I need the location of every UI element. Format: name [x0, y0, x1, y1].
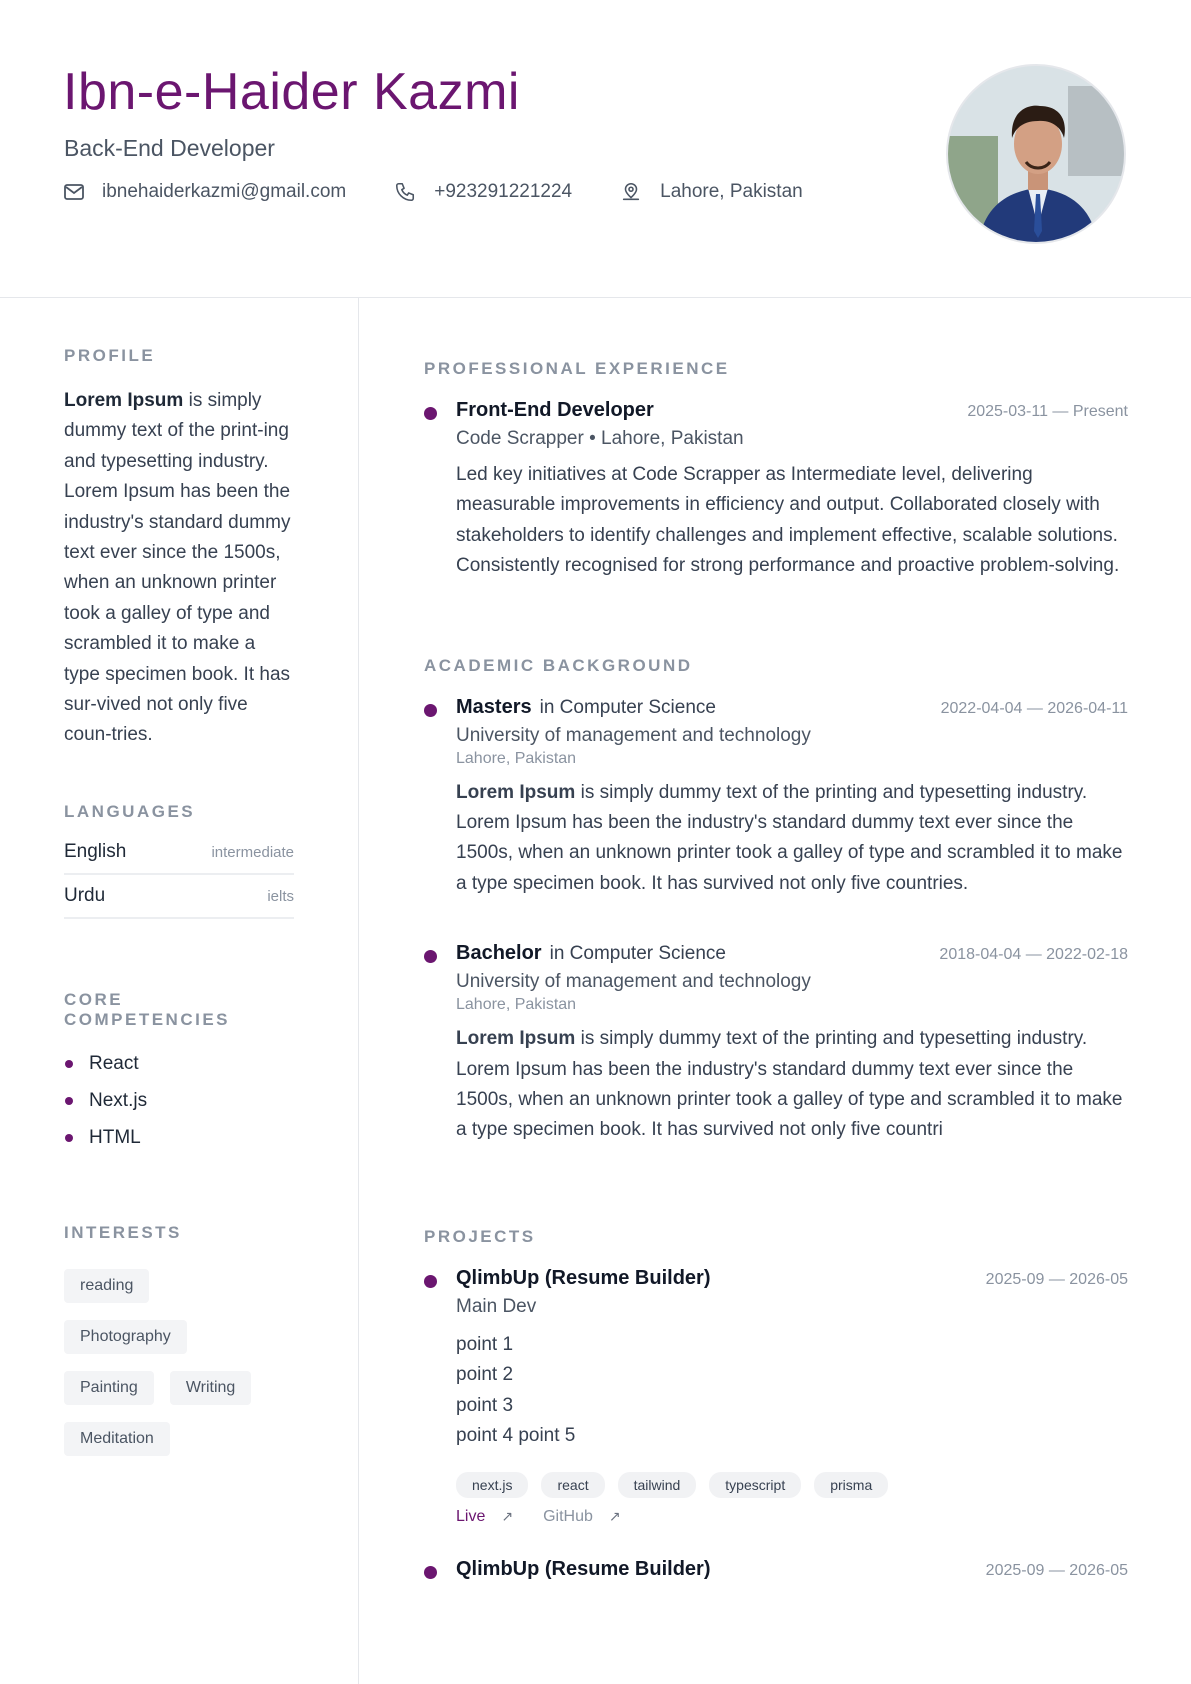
sidebar: [64, 298, 294, 1473]
description-body: is simply dummy text of the printing and typesetting industry. Lorem Ipsum has been the industry's standard dummy text ever since the 1500s, when an unknown printer took a galley of type and scrambled it to make a type specimen book. It has survived not only five countri: [456, 1028, 1123, 1141]
school-location: Lahore, Pakistan: [456, 996, 577, 1014]
profile-text: [64, 386, 294, 751]
section-title-projects: PROJECTS: [424, 1226, 536, 1246]
bold-lead: Lorem Ipsum: [456, 781, 576, 803]
description-body: is simply dummy text of the printing and typesetting industry. Lorem Ipsum has been the industry's standard dummy text ever since the 1500s, when an unknown printer took a galley of type and scrambled it to make a type specimen book. It has survived not only five countries.: [456, 781, 1123, 894]
interest-chip: Meditation: [64, 1422, 170, 1456]
tech-tags: [456, 1472, 1128, 1498]
education-description: [456, 778, 1128, 900]
job-title: Front-End Developer: [456, 399, 654, 421]
profile-section: [64, 346, 294, 751]
tech-tag: prisma: [814, 1472, 888, 1498]
timeline-dot: [424, 1566, 437, 1579]
project-date: 2025-09 — 2026-05: [985, 1561, 1128, 1579]
project-role: Main Dev: [456, 1295, 537, 1317]
language-row: [64, 875, 294, 919]
resume-header: [0, 0, 1191, 298]
school-name: University of management and technology: [456, 724, 811, 746]
experience-section: [424, 359, 1128, 582]
main-column: [424, 298, 1128, 1581]
project-title: QlimbUp (Resume Builder): [456, 1266, 711, 1289]
school-name: University of management and technology: [456, 971, 811, 993]
location-pin-icon: [620, 181, 642, 203]
languages-section: [64, 802, 294, 919]
profile-body: is simply dummy text of the print-ing and typesetting industry. Lorem Ipsum has been the industry's standard dummy text ever since the 1500s, when an unknown printer took a galley of type and scrambled it to make a type specimen book. It has sur-vived not only five coun-tries.: [64, 390, 291, 746]
language-level: ielts: [267, 887, 294, 905]
interest-chip: Photography: [64, 1320, 187, 1354]
phone-text: +923291221224: [434, 181, 573, 202]
degree-field: in Computer Science: [539, 696, 716, 718]
candidate-role: Back-End Developer: [64, 135, 275, 161]
job-company: Code Scrapper • Lahore, Pakistan: [456, 428, 744, 449]
job-date: 2025-03-11 — Present: [967, 403, 1128, 420]
column-divider: [358, 298, 359, 1684]
project-point: point 1: [456, 1333, 514, 1355]
language-row: [64, 831, 294, 875]
contact-email[interactable]: [64, 181, 346, 203]
project-links: [456, 1508, 1128, 1526]
contact-location: [620, 181, 803, 203]
project-title: QlimbUp (Resume Builder): [456, 1557, 711, 1580]
mail-icon: [64, 184, 84, 200]
education-description: [456, 1024, 1128, 1146]
language-level: intermediate: [211, 843, 294, 861]
bullet-dot: [65, 1097, 73, 1105]
section-title-experience: PROFESSIONAL EXPERIENCE: [424, 359, 730, 378]
live-link[interactable]: Live: [456, 1507, 486, 1525]
location-text: Lahore, Pakistan: [660, 181, 803, 202]
timeline-dot: [424, 704, 437, 717]
competency-label: Next.js: [89, 1090, 148, 1112]
competencies-section: [64, 990, 294, 1157]
education-entry: [424, 696, 1128, 900]
degree-field: in Computer Science: [549, 943, 726, 965]
interests-section: [64, 1223, 294, 1473]
contact-phone[interactable]: [394, 181, 572, 203]
project-point: point 2: [456, 1364, 514, 1386]
experience-entry: [424, 399, 1128, 582]
tech-tag: tailwind: [618, 1472, 697, 1498]
bullet-dot: [65, 1060, 73, 1068]
section-title-interests: INTERESTS: [64, 1222, 182, 1242]
tech-tag: react: [541, 1472, 604, 1498]
candidate-name: Ibn-e-Haider Kazmi: [63, 63, 520, 121]
competency-label: React: [89, 1053, 139, 1075]
project-point: point 4 point 5: [456, 1425, 576, 1447]
project-date: 2025-09 — 2026-05: [985, 1270, 1128, 1288]
project-entry: [424, 1558, 1128, 1581]
profile-bold-lead: Lorem Ipsum: [64, 390, 184, 411]
timeline-dot: [424, 1275, 437, 1288]
job-description: Led key initiatives at Code Scrapper as Intermediate level, delivering measurable improvements in efficiency and output. Collaborated closely with stakeholders to identify challenges and implement effective, scalable solutions. Consistently recognised for strong performance and proactive problem-solving.: [456, 464, 1120, 577]
education-entry: [424, 942, 1128, 1146]
project-entry: [424, 1267, 1128, 1526]
competency-item: [64, 1120, 294, 1157]
timeline-dot: [424, 950, 437, 963]
section-title-languages: LANGUAGES: [64, 801, 196, 821]
language-name: Urdu: [64, 884, 106, 906]
bold-lead: Lorem Ipsum: [456, 1028, 576, 1050]
education-date: 2018-04-04 — 2022-02-18: [939, 946, 1128, 964]
tech-tag: typescript: [709, 1472, 801, 1498]
section-title-competencies: CORE COMPETENCIES: [64, 989, 231, 1029]
interest-chip: reading: [64, 1269, 149, 1303]
external-arrow-icon: ↗: [608, 1508, 621, 1524]
tech-tag: next.js: [456, 1472, 528, 1498]
project-point: point 3: [456, 1394, 514, 1416]
external-arrow-icon: ↗: [501, 1508, 514, 1524]
contact-row: [64, 181, 851, 203]
profile-photo: [946, 64, 1126, 244]
email-text: ibnehaiderkazmi@gmail.com: [102, 181, 347, 202]
section-title-profile: PROFILE: [64, 346, 156, 365]
section-title-education: ACADEMIC BACKGROUND: [424, 655, 693, 675]
competency-item: [64, 1083, 294, 1120]
github-link[interactable]: GitHub: [543, 1507, 593, 1525]
education-date: 2022-04-04 — 2026-04-11: [940, 699, 1128, 717]
degree-name: Bachelor: [456, 942, 542, 965]
project-points: [456, 1330, 1128, 1452]
degree-name: Masters: [456, 695, 532, 718]
interest-chip: Writing: [170, 1371, 252, 1405]
interest-chip: Painting: [64, 1371, 154, 1405]
education-section: [424, 656, 1128, 1146]
competency-label: HTML: [89, 1127, 141, 1149]
projects-section: [424, 1227, 1128, 1581]
language-name: English: [64, 840, 127, 862]
school-location: Lahore, Pakistan: [456, 749, 577, 767]
bullet-dot: [65, 1134, 73, 1142]
phone-icon: [394, 181, 416, 203]
competency-item: [64, 1046, 294, 1083]
timeline-dot: [424, 407, 437, 420]
